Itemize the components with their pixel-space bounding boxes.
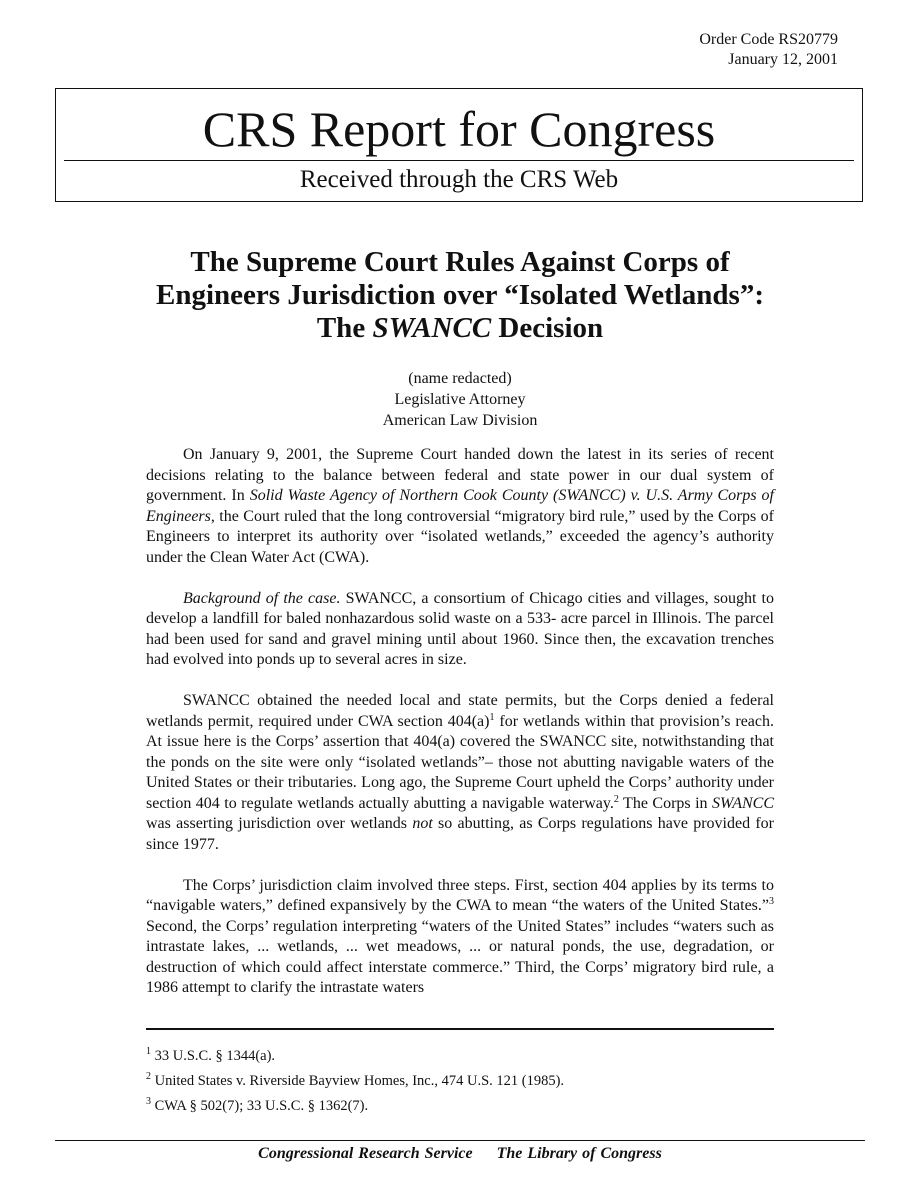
paragraph-background xyxy=(146,589,774,671)
footnote-1 xyxy=(146,1047,774,1065)
title-line-3-pre: The xyxy=(316,312,373,344)
p3-text-b: for wetlands within that provision’s reach. At issue here is the Corps’ assertion that 404(a) covered the SWANCC site, notwithstanding that the ponds on the site were only “isolated wetlands”– those not abutting navigable waters of the United States or their tributaries. Long ago, the Supreme Court upheld the Corps’ authority under section 404 to regulate wetlands actually abutting a navigable waterway. xyxy=(146,712,775,812)
footer-crs: Congressional Research Service xyxy=(258,1145,473,1162)
banner-title: CRS Report for Congress xyxy=(202,101,716,157)
footnote-2 xyxy=(146,1072,774,1090)
p1-text-a: On January 9, 2001, the Supreme Court handed down the latest in its series of recent decisions relating to the balance between federal and state power in our dual system of government. In xyxy=(146,446,774,504)
background-label: Background of the case. xyxy=(183,589,341,607)
footnote-text-2: United States v. Riverside Bayview Homes, Inc., 474 U.S. 121 (1985). xyxy=(151,1073,565,1089)
banner-subtitle: Received through the CRS Web xyxy=(299,166,619,193)
p3-text-a: SWANCC obtained the needed local and state permits, but the Corps denied a federal wetlands permit, required under CWA section 404(a) xyxy=(146,692,774,730)
footnote-divider xyxy=(146,1028,774,1030)
p3-swancc: SWANCC xyxy=(712,794,774,812)
author-block xyxy=(300,368,620,431)
p1-text-b: , the Court ruled that the long controversial “migratory bird rule,” used by the Corps of Engineers to interpret its authority over “isolated wetlands,” exceeded the agency’s authority under the Clean Water Act (CWA). xyxy=(146,507,774,566)
report-body xyxy=(146,445,774,999)
footnote-num-3: 3 xyxy=(146,1096,151,1107)
p3-not: not xyxy=(412,815,433,832)
p4-text-a: The Corps’ jurisdiction claim involved three steps. First, section 404 applies by its terms to “navigable waters,” defined expansively by the CWA to mean “the waters of the United States.” xyxy=(146,876,774,914)
order-code-block xyxy=(699,30,838,70)
author-title: Legislative Attorney xyxy=(394,391,526,408)
paragraph-permits xyxy=(146,691,774,855)
order-code: Order Code RS20779 xyxy=(699,31,838,48)
title-swancc: SWANCC xyxy=(372,312,492,344)
footnote-ref-1[interactable]: 1 xyxy=(489,711,495,723)
report-title-line-2: Engineers Jurisdiction over “Isolated Wetlands”: xyxy=(156,279,764,311)
footnote-num-1: 1 xyxy=(146,1046,151,1057)
p2-text: SWANCC, a consortium of Chicago cities and villages, sought to develop a landfill for baled nonhazardous solid waste on a 533- acre parcel in Illinois. The parcel had been used for sand and gravel mining until about 1960. Since then, the excavation trenches had evolved into ponds up to several acres in size. xyxy=(146,589,775,668)
p3-text-e: so abutting, as Corps regulations have provided for since 1977. xyxy=(146,815,774,853)
banner-divider xyxy=(64,160,854,161)
footnote-text-1: 33 U.S.C. § 1344(a). xyxy=(151,1048,276,1064)
p3-text-c: The Corps in xyxy=(618,794,712,812)
footnote-ref-3[interactable]: 3 xyxy=(769,896,774,907)
crs-banner xyxy=(55,88,863,202)
report-title-line-3 xyxy=(140,312,780,345)
case-name: Solid Waste Agency of Northern Cook County (SWANCC) v. U.S. Army Corps of Engineers xyxy=(146,487,775,525)
p3-text-d: was asserting jurisdiction over wetlands xyxy=(146,815,413,832)
footer-loc: The Library of Congress xyxy=(496,1145,662,1162)
footnote-text-3: CWA § 502(7); 33 U.S.C. § 1362(7). xyxy=(151,1098,369,1114)
report-title xyxy=(140,246,780,345)
footer-divider xyxy=(55,1140,865,1141)
report-date: January 12, 2001 xyxy=(728,51,838,68)
report-title-line-1: The Supreme Court Rules Against Corps of xyxy=(190,246,730,278)
footnotes xyxy=(146,1047,774,1122)
paragraph-intro xyxy=(146,445,774,568)
footnote-num-2: 2 xyxy=(146,1071,151,1082)
paragraph-jurisdiction xyxy=(146,876,774,999)
title-line-3-post: Decision xyxy=(491,312,604,344)
page-footer xyxy=(0,1144,920,1164)
p4-text-b: Second, the Corps’ regulation interpreting “waters of the United States” includes “waters such as intrastate lakes, ... wetlands, ... wet meadows, ... or natural ponds, the use, degradation, or destruction of which could affect interstate commerce.” Third, the Corps’ migratory bird rule, a 1986 attempt to clarify the intrastate waters xyxy=(146,917,774,996)
footnote-ref-2[interactable]: 2 xyxy=(613,793,619,805)
author-name: (name redacted) xyxy=(408,370,512,387)
author-division: American Law Division xyxy=(382,412,538,429)
footnote-3 xyxy=(146,1097,774,1115)
